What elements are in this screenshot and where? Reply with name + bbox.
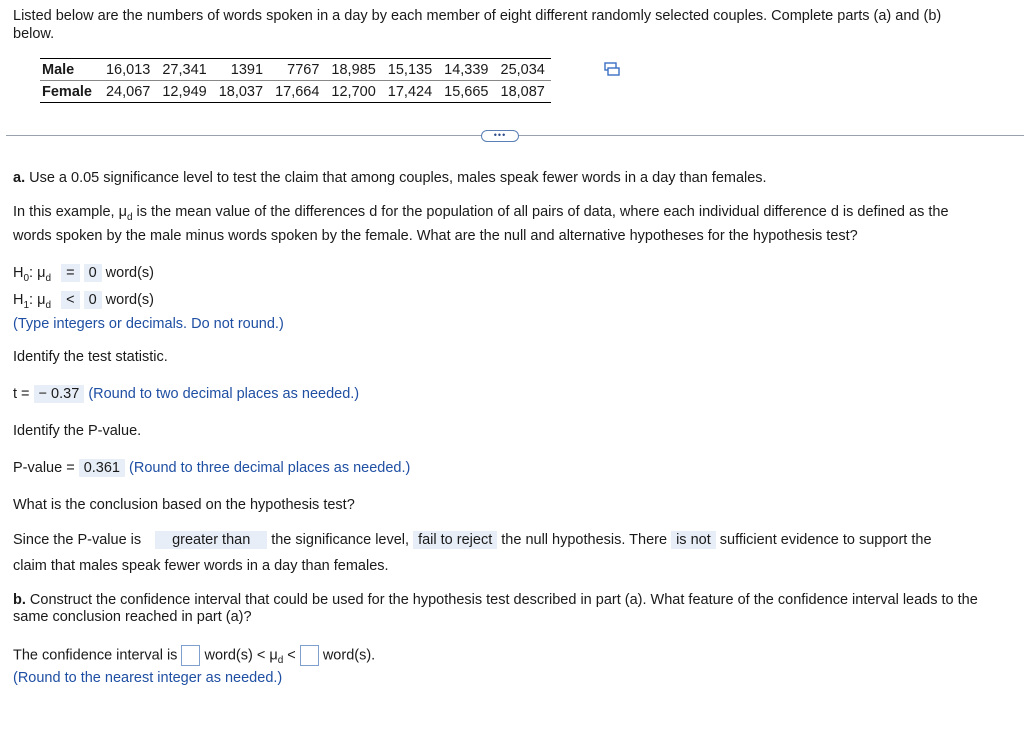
p-value-input[interactable]: 0.361 [79, 459, 125, 477]
intro-line-2: below. [13, 26, 55, 42]
part-b-letter: b. [13, 592, 26, 608]
h1-row [13, 291, 154, 311]
ci-prefix: The confidence interval is [13, 647, 178, 664]
t-stat-row [13, 385, 359, 403]
ci-mid-text: word(s) < μ [204, 647, 278, 664]
p-label: P-value = [13, 460, 75, 476]
table-row-male [40, 59, 551, 81]
ci-lower-input[interactable] [181, 645, 200, 666]
h1-unit: word(s) [105, 292, 155, 308]
table-cell: 16,013 [100, 59, 156, 81]
example-sub: d [126, 211, 133, 223]
row-label: Female [40, 81, 100, 103]
mid-text-1: the significance level, [271, 532, 410, 548]
example-line-2: words spoken by the male minus words spoken by the female. What are the null and alternative hypotheses for the hypothesis test? [13, 227, 858, 244]
table-cell: 14,339 [438, 59, 494, 81]
conclusion-line-2: claim that males speak fewer words in a day than females. [13, 558, 389, 574]
part-b-text-1: Construct the confidence interval that could be used for the hypothesis test described in part (a). What feature of the confidence interval leads to the [25, 592, 978, 608]
h0-sub: 0 [23, 272, 30, 284]
h0-value-input[interactable]: 0 [84, 264, 102, 282]
h0-operator-dropdown[interactable]: = [61, 264, 79, 282]
part-a-letter: a. [13, 170, 26, 186]
t-label: t = [13, 386, 30, 402]
table-cell: 17,664 [269, 81, 325, 103]
table-cell: 27,341 [156, 59, 212, 81]
example-text-1a: In this example, μ [13, 204, 127, 220]
table-cell: 18,037 [213, 81, 269, 103]
ci-upper-input[interactable] [300, 645, 319, 666]
h1-operator-dropdown[interactable]: < [61, 291, 79, 309]
h1-mu: : μ [29, 292, 46, 308]
ci-hint: (Round to the nearest integer as needed.) [13, 670, 283, 686]
p-value-row [13, 459, 410, 477]
evidence-dropdown[interactable]: is not [671, 531, 716, 549]
table-cell: 24,067 [100, 81, 156, 103]
intro-text [13, 8, 941, 42]
t-value-input[interactable]: − 0.37 [34, 385, 85, 403]
conclusion-prompt: What is the conclusion based on the hypothesis test? [13, 497, 355, 513]
ci-mid-lt: < [283, 647, 296, 664]
expand-button[interactable]: ••• [481, 130, 519, 142]
h1-label: H [13, 292, 24, 308]
table-cell: 15,665 [438, 81, 494, 103]
copy-data-icon[interactable] [604, 62, 620, 76]
h1-mu-sub: d [45, 299, 52, 311]
table-cell: 25,034 [495, 59, 551, 81]
h0-label: H [13, 265, 24, 281]
data-table-container [40, 58, 551, 103]
p-hint: (Round to three decimal places as needed.) [129, 460, 411, 476]
table-row-female [40, 81, 551, 103]
example-text-1b: is the mean value of the differences d for the population of all pairs of data, where each individual difference d is defined as the [132, 204, 949, 220]
conclusion-row [13, 531, 932, 549]
mid-text-2: the null hypothesis. There [501, 532, 668, 548]
end-text-1: sufficient evidence to support the [719, 532, 932, 548]
h0-row [13, 264, 154, 284]
h1-value-input[interactable]: 0 [84, 291, 102, 309]
row-label: Male [40, 59, 100, 81]
example-text [13, 204, 949, 244]
hypothesis-hint: (Type integers or decimals. Do not round.) [13, 316, 284, 332]
part-a-heading [13, 170, 767, 186]
table-cell: 12,949 [156, 81, 212, 103]
identify-p-prompt: Identify the P-value. [13, 423, 142, 439]
part-b-text-2: same conclusion reached in part (a)? [13, 609, 252, 625]
table-cell: 12,700 [325, 81, 381, 103]
table-cell: 18,985 [325, 59, 381, 81]
table-cell: 15,135 [382, 59, 438, 81]
ci-row [13, 645, 375, 666]
data-table [40, 58, 551, 103]
identify-stat-prompt: Identify the test statistic. [13, 349, 168, 365]
part-a-text: Use a 0.05 significance level to test the claim that among couples, males speak fewer words in a day than females. [25, 170, 767, 186]
h0-mu-sub: d [45, 272, 52, 284]
h1-sub: 1 [23, 299, 30, 311]
comparison-dropdown[interactable]: greater than [155, 531, 267, 549]
part-b-heading [13, 592, 978, 625]
since-text: Since the P-value is [13, 532, 142, 548]
t-hint: (Round to two decimal places as needed.) [88, 386, 360, 402]
intro-line-1: Listed below are the numbers of words spoken in a day by each member of eight different randomly selected couples. Complete parts (a) and (b) [13, 8, 942, 24]
table-cell: 1391 [213, 59, 269, 81]
table-cell: 18,087 [495, 81, 551, 103]
ci-suffix: word(s). [322, 647, 376, 664]
table-cell: 7767 [269, 59, 325, 81]
table-cell: 17,424 [382, 81, 438, 103]
decision-dropdown[interactable]: fail to reject [413, 531, 497, 549]
h0-unit: word(s) [105, 265, 155, 281]
h0-mu: : μ [29, 265, 46, 281]
ci-mu-sub: d [277, 655, 284, 667]
